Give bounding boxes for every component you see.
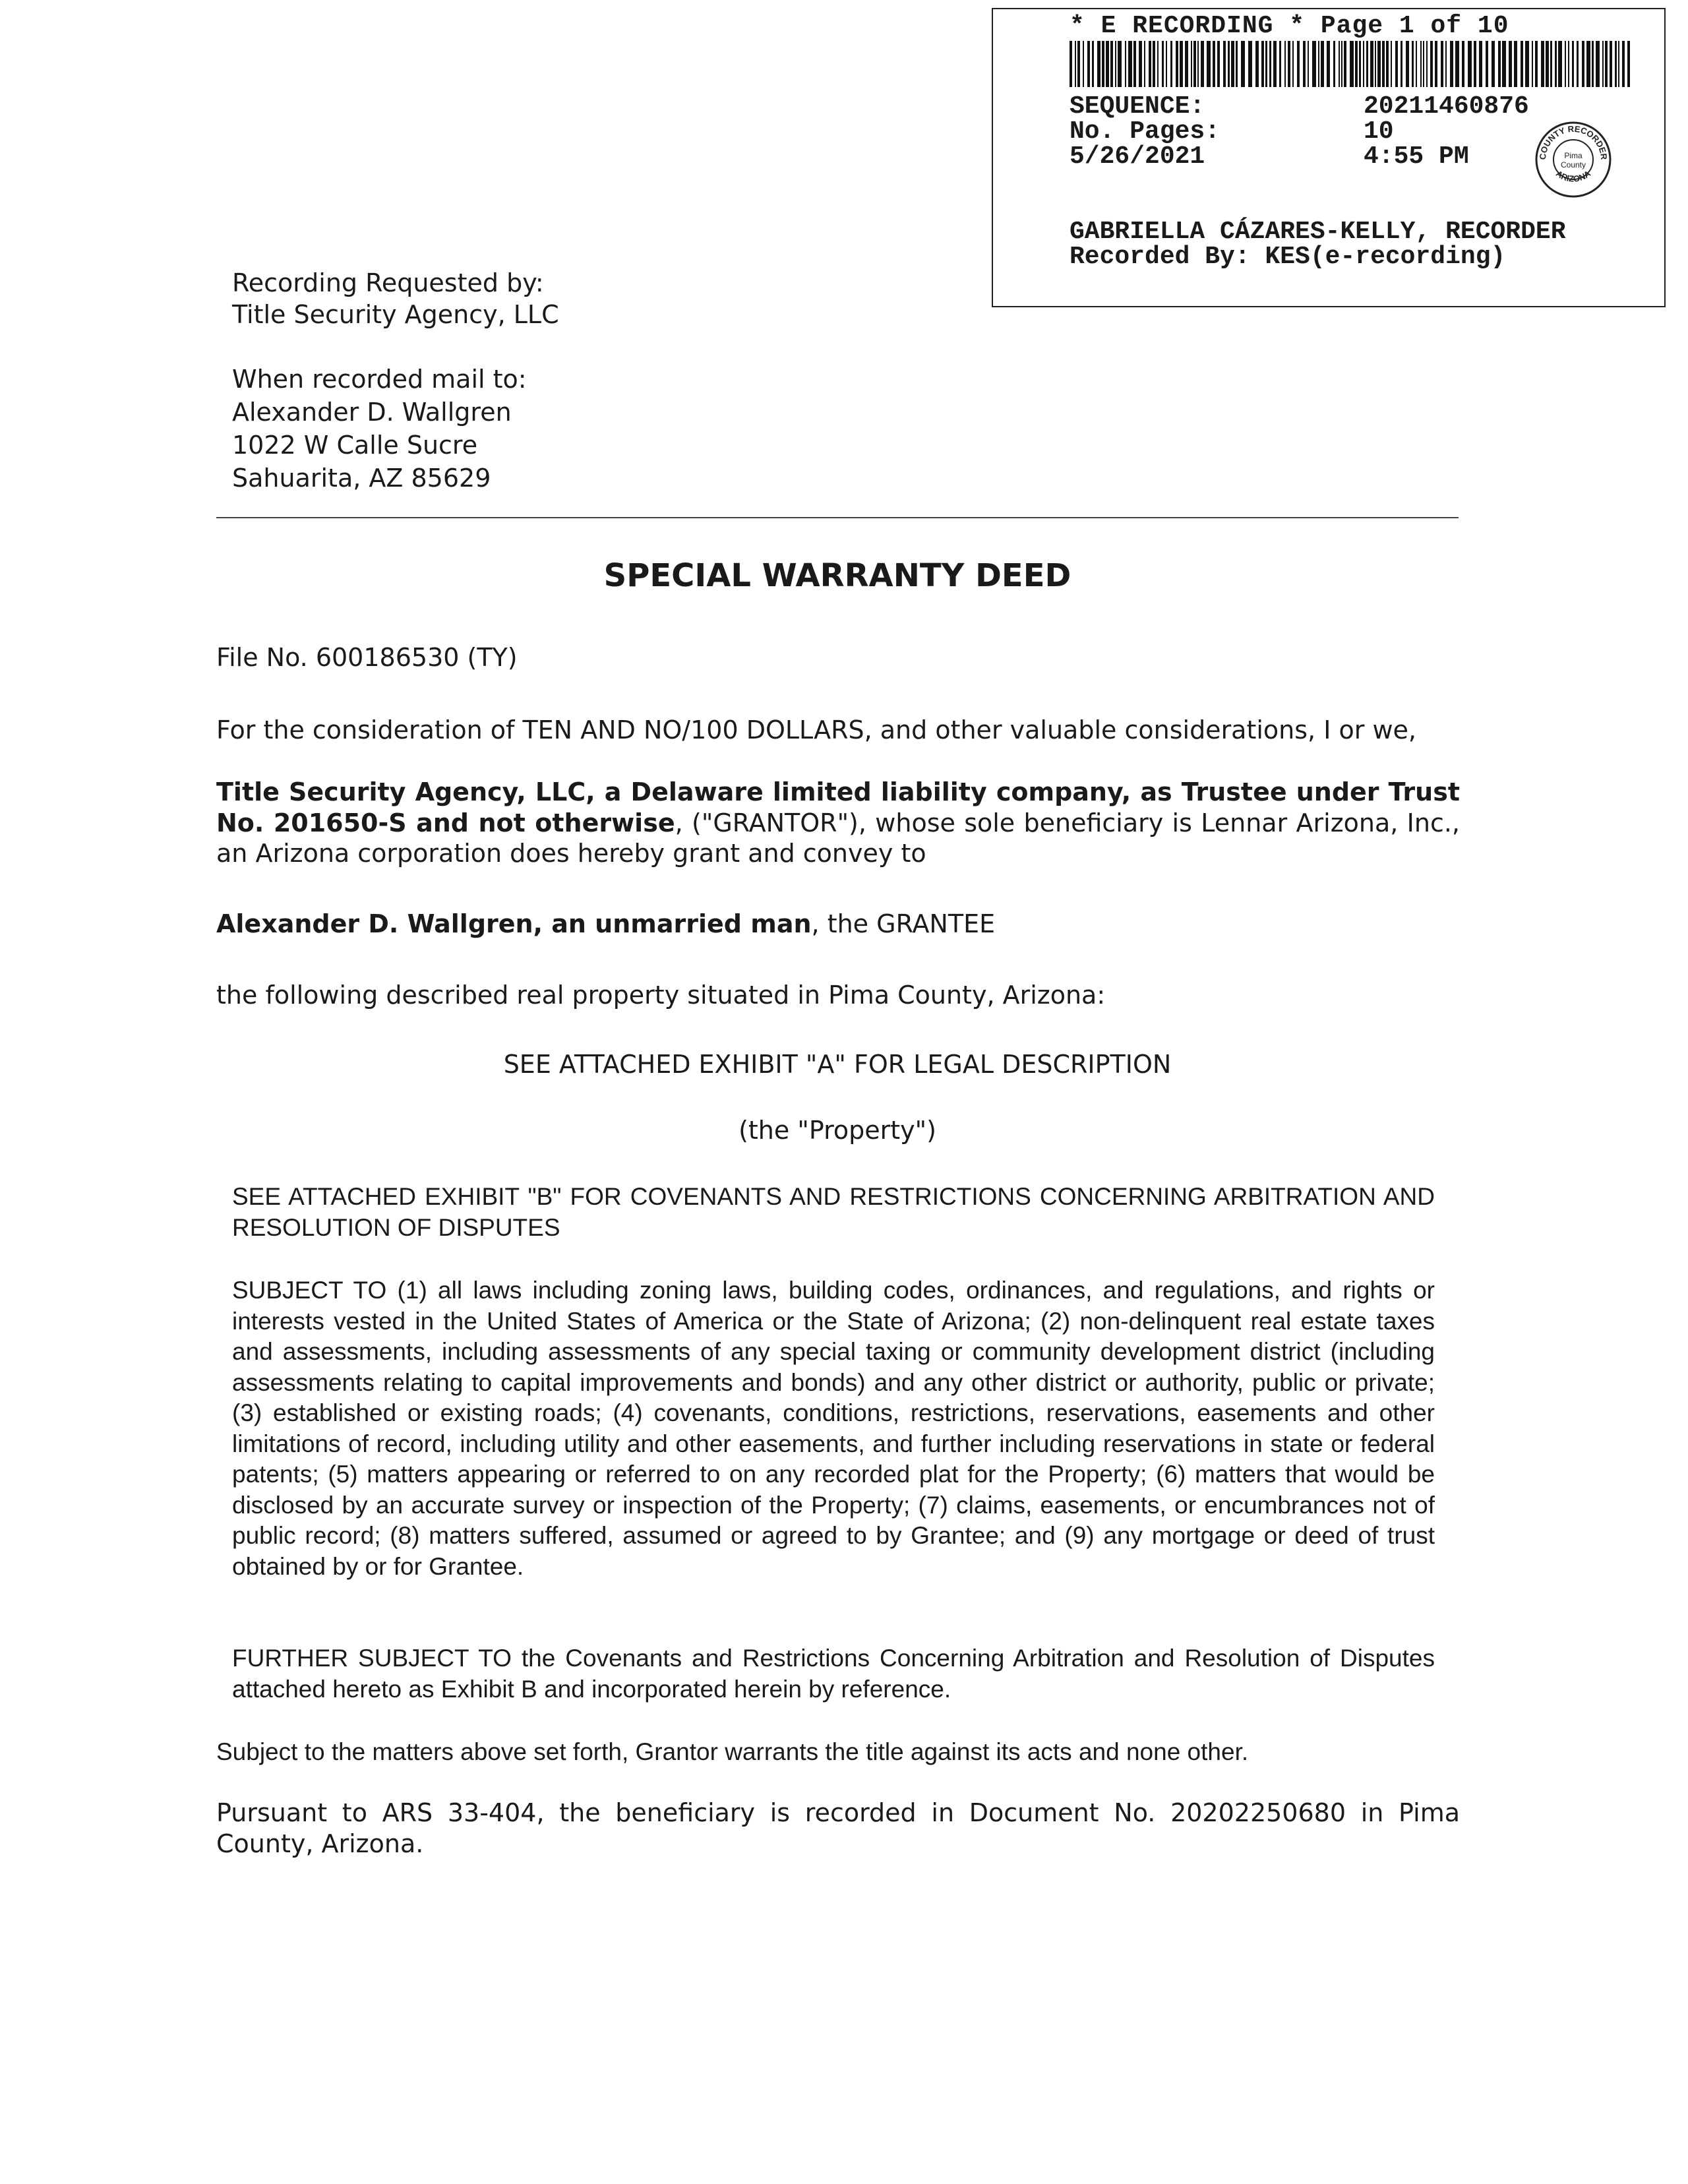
file-number: File No. 600186530 (TY) [216,643,518,672]
seal-center-2: County [1560,160,1586,169]
beneficiary-clause: Pursuant to ARS 33-404, the beneficiary is recorded in Document No. 20202250680 in Pima County, Arizona. [216,1798,1460,1858]
subject-to-clause: SUBJECT TO (1) all laws including zoning laws, building codes, ordinances, and regulations, and rights or interests vested in the United States of America or the State of Arizona; (2) non-delinquent real estate taxes and assessments, including assessments of any special taxing or community development district (including assessments relating to capital improvements and bonds) and any other district or authority, public or private; (3) established or existing roads; (4) covenants, conditions, restrictions, reservations, easements and other limitations of record, including utility and other easements, and further including reservations in state or federal patents; (5) matters appearing or referred to on any recorded plat for the Property; (6) matters that would be disclosed by an accurate survey or inspection of the Property; (7) claims, easements, or encumbrances not of public record; (8) matters suffered, assumed or agreed to by Grantee; and (9) any mortgage or deed of trust obtained by or for Grantee. [232,1277,1435,1580]
requested-by-name: Title Security Agency, LLC [232,300,559,329]
sequence-value: 20211460876 [1364,92,1529,121]
county-recorder-seal [1534,120,1613,199]
seal-bottom-text: ARIZONA [1554,168,1592,184]
record-date: 5/26/2021 [1070,142,1205,171]
exhibit-a-reference: SEE ATTACHED EXHIBIT "A" FOR LEGAL DESCRIPTION [503,1050,1172,1079]
barcode [1070,41,1630,87]
warranty-clause: Subject to the matters above set forth, Grantor warrants the title against its acts and none other. [216,1738,1249,1765]
mail-to-name: Alexander D. Wallgren [232,398,512,427]
grantee-rest: , the GRANTEE [811,909,996,938]
mail-to-city: Sahuarita, AZ 85629 [232,464,491,493]
mail-to-street: 1022 W Calle Sucre [232,431,478,460]
pages-label: No. Pages: [1070,117,1221,146]
grantee-clause [216,907,995,940]
grantor-rest: , ("GRANTOR"), whose sole beneficiary is Lennar Arizona, Inc., an Arizona corporation does hereby grant and convey to [216,808,1461,868]
mail-to-label: When recorded mail to: [232,365,527,394]
recording-stamp [992,8,1666,307]
svg-text:ARIZONA [1554,168,1592,184]
recorded-by: Recorded By: KES(e-recording) [1070,243,1506,271]
document-title: SPECIAL WARRANTY DEED [603,557,1071,594]
seal-top-text: COUNTY RECORDER [1537,123,1610,160]
record-time: 4:55 PM [1364,142,1469,171]
stamp-header: * E RECORDING * Page 1 of 10 [1070,12,1509,40]
sequence-label: SEQUENCE: [1070,92,1205,121]
header-divider [216,517,1459,518]
consideration-clause: For the consideration of TEN AND NO/100 DOLLARS, and other valuable considerations, I or we, [216,715,1416,744]
grantor-clause [216,777,1460,869]
exhibit-b-reference: SEE ATTACHED EXHIBIT "B" FOR COVENANTS AND RESTRICTIONS CONCERNING ARBITRATION AND RESOLUTION OF DISPUTES [232,1183,1435,1241]
grantee-name: Alexander D. Wallgren, an unmarried man [216,909,812,938]
requested-by-label: Recording Requested by: [232,268,544,297]
seal-center-1: Pima [1564,151,1582,160]
recorder-name: GABRIELLA CÁZARES-KELLY, RECORDER [1070,218,1566,246]
further-subject-clause: FURTHER SUBJECT TO the Covenants and Restrictions Concerning Arbitration and Resolution of Disputes attached hereto as Exhibit B and incorporated herein by reference. [232,1645,1435,1703]
pages-value: 10 [1364,117,1394,146]
grantor-name: Title Security Agency, LLC, a Delaware limited liability company, as Trustee under Trust No. 201650-S and not otherwise [216,777,1460,837]
property-label: (the "Property") [738,1116,936,1145]
property-intro: the following described real property situated in Pima County, Arizona: [216,981,1106,1010]
